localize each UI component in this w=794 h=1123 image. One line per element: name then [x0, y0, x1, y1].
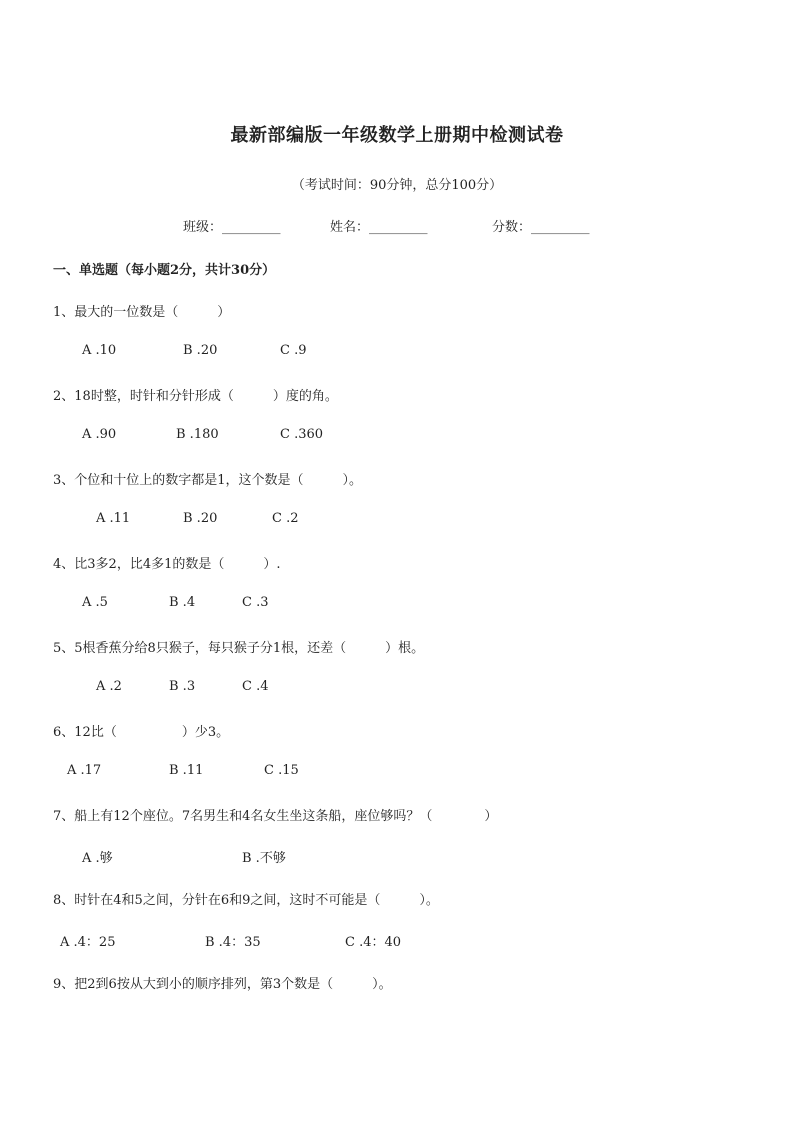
q2-option-c: C .360: [280, 427, 324, 442]
question-8: 8、时针在4和5之间，分针在6和9之间，这时不可能是（ ）。: [53, 893, 439, 908]
section-heading: 一、单选题（每小题2分，共计30分）: [53, 263, 276, 278]
q6-option-b: B .11: [169, 763, 204, 778]
q6-option-c: C .15: [264, 763, 299, 778]
q1-option-b: B .20: [183, 343, 218, 358]
q3-option-a: A .11: [96, 511, 131, 526]
q5-option-c: C .4: [242, 679, 269, 694]
question-2: 2、18时整，时针和分针形成（ ）度的角。: [53, 389, 338, 404]
q4-option-a: A .5: [82, 595, 108, 610]
q1-option-c: C .9: [280, 343, 307, 358]
q2-option-a: A .90: [82, 427, 117, 442]
name-field: 姓名：_________: [330, 220, 428, 235]
q7-option-b: B .不够: [242, 851, 286, 866]
q2-option-b: B .180: [176, 427, 219, 442]
q4-option-b: B .4: [169, 595, 196, 610]
q8-option-a: A .4：25: [60, 935, 116, 950]
class-field: 班级：_________: [183, 220, 281, 235]
q3-option-b: B .20: [183, 511, 218, 526]
question-5: 5、5根香蕉分给8只猴子，每只猴子分1根，还差（ ）根。: [53, 641, 425, 656]
q6-option-a: A .17: [67, 763, 102, 778]
q5-option-a: A .2: [96, 679, 122, 694]
exam-duration-note: （考试时间：90分钟，总分100分）: [291, 178, 503, 193]
q7-option-a: A .够: [82, 851, 113, 866]
score-field: 分数：_________: [492, 220, 590, 235]
question-4: 4、比3多2，比4多1的数是（ ）.: [53, 557, 281, 572]
q4-option-c: C .3: [242, 595, 269, 610]
page-title: 最新部编版一年级数学上册期中检测试卷: [230, 125, 564, 146]
question-3: 3、个位和十位上的数字都是1，这个数是（ ）。: [53, 473, 363, 488]
question-1: 1、最大的一位数是（ ）: [53, 305, 231, 320]
q8-option-b: B .4：35: [205, 935, 261, 950]
q3-option-c: C .2: [272, 511, 299, 526]
q5-option-b: B .3: [169, 679, 196, 694]
question-7: 7、船上有12个座位。7名男生和4名女生坐这条船，座位够吗？（ ）: [53, 809, 498, 824]
question-9: 9、把2到6按从大到小的顺序排列，第3个数是（ ）。: [53, 977, 392, 992]
q1-option-a: A .10: [82, 343, 117, 358]
q8-option-c: C .4：40: [345, 935, 402, 950]
question-6: 6、12比（ ）少3。: [53, 725, 230, 740]
